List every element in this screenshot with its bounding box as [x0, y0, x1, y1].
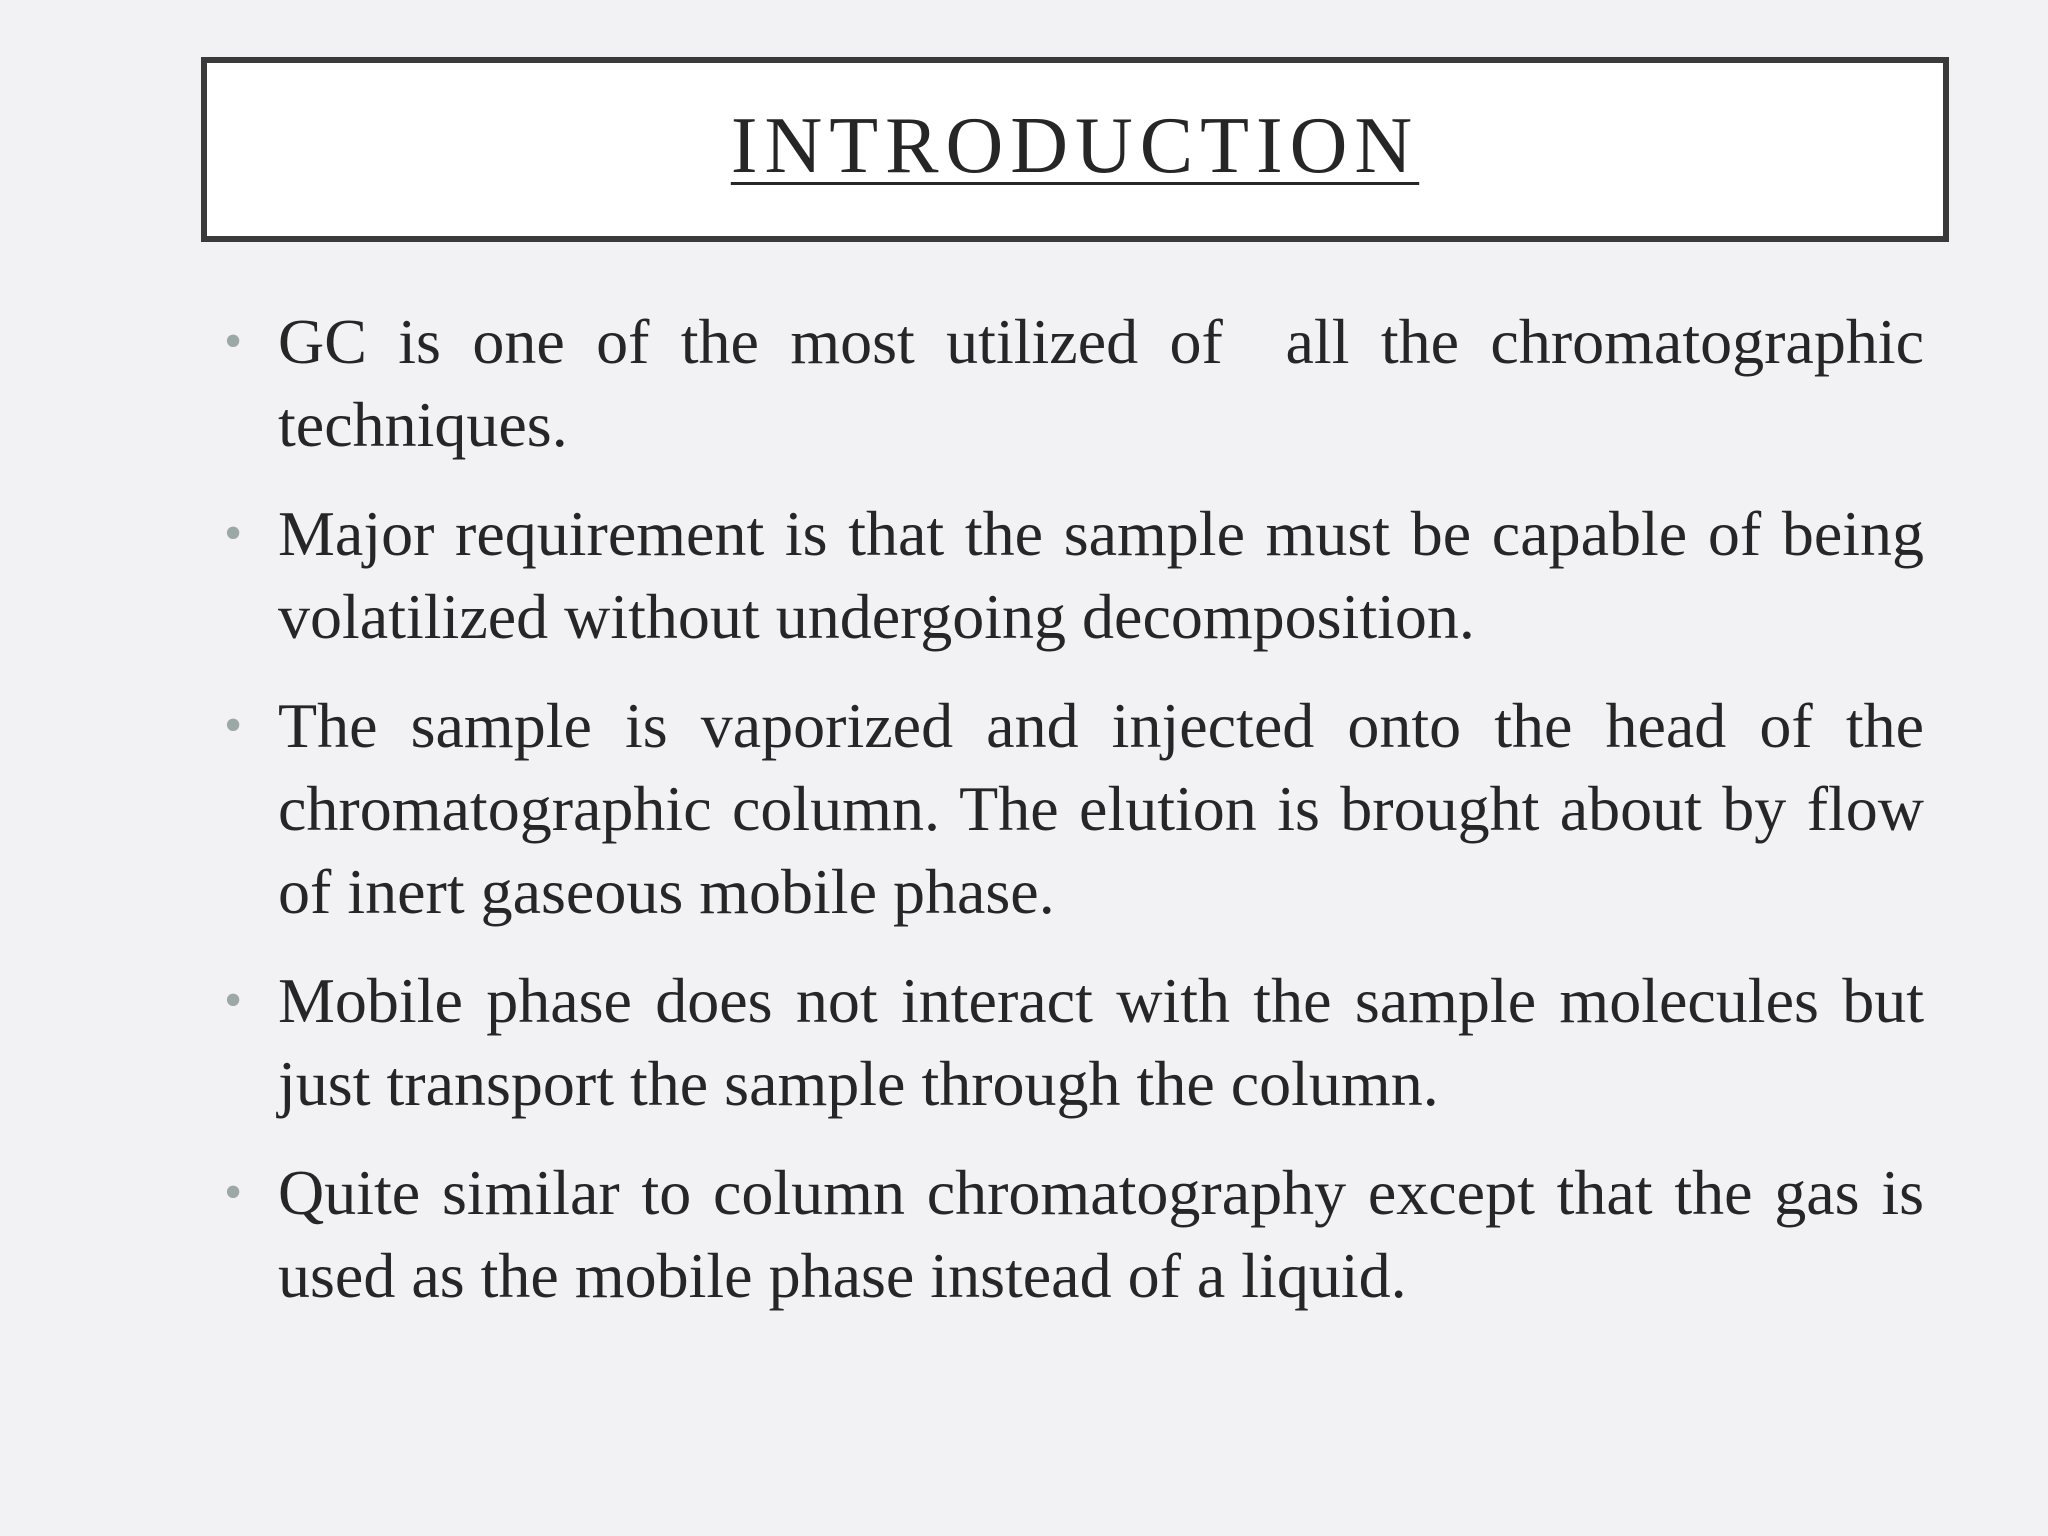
bullet-text: GC is one of the most utilized of all the chromatographic techniques. — [278, 306, 1940, 460]
bullet-dot-icon: • — [224, 697, 243, 754]
bullet-item-2 — [224, 492, 1924, 658]
slide-title: INTRODUCTION — [730, 102, 1420, 190]
bullet-item-5 — [224, 1151, 1924, 1317]
bullet-item-4 — [224, 959, 1924, 1125]
bullet-text: Mobile phase does not interact with the sample molecules but just transport the sample through the column. — [278, 965, 1924, 1119]
bullet-text: Quite similar to column chromatography except that the gas is used as the mobile phase instead of a liquid. — [278, 1157, 1924, 1311]
bullet-dot-icon: • — [224, 505, 243, 562]
bullet-dot-icon: • — [224, 1164, 243, 1221]
bullet-list — [224, 300, 1940, 1343]
bullet-dot-icon: • — [224, 972, 243, 1029]
bullet-item-3 — [224, 684, 1924, 933]
bullet-item-1 — [224, 300, 1940, 466]
bullet-text: The sample is vaporized and injected onto the head of the chromatographic column. The elution is brought about by flow of inert gaseous mobile phase. — [278, 690, 1924, 927]
bullet-text: Major requirement is that the sample must be capable of being volatilized without undergoing decomposition. — [278, 498, 1924, 652]
title-box — [201, 57, 1949, 242]
bullet-dot-icon: • — [224, 313, 243, 370]
